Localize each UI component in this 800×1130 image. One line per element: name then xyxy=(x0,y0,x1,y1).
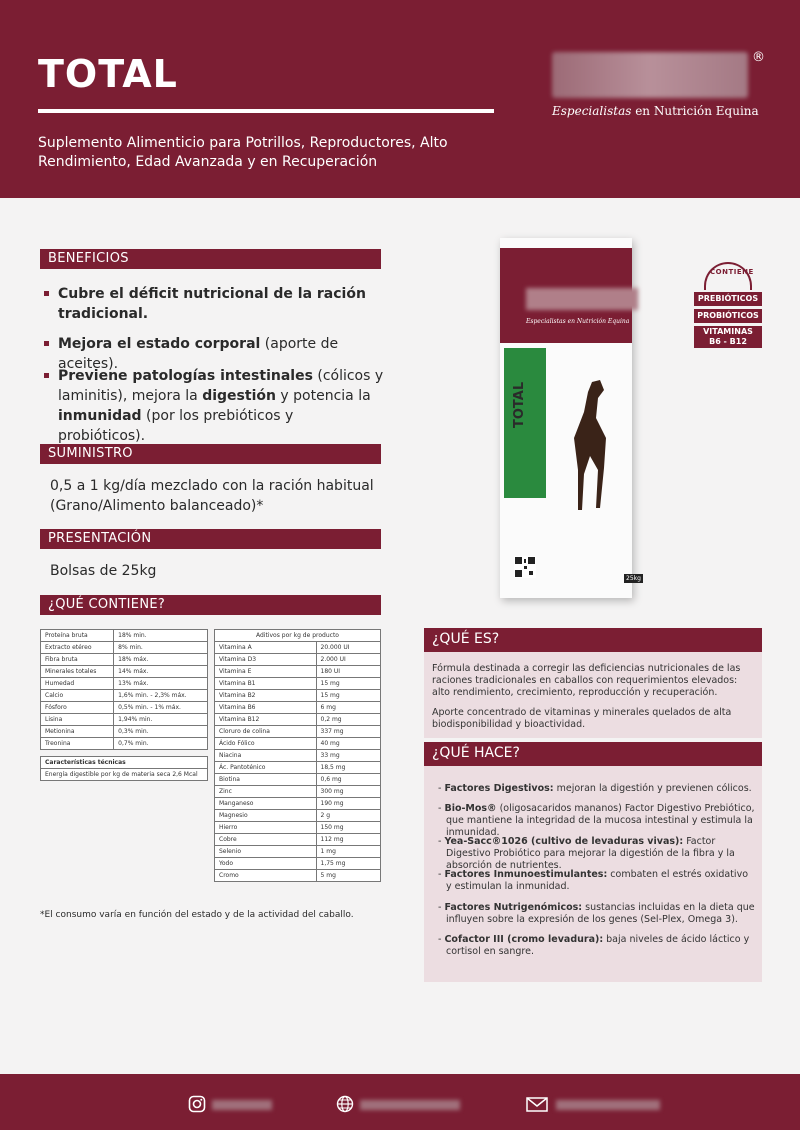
que-hace-item-bold: Factores Nutrigenómicos: xyxy=(444,902,583,913)
mail-icon[interactable] xyxy=(526,1095,548,1113)
table-cell-name: Extracto etéreo xyxy=(41,642,114,654)
que-hace-item xyxy=(438,836,756,872)
table-cell-name: Vitamina E xyxy=(215,666,317,678)
table-cell-name: Vitamina B2 xyxy=(215,690,317,702)
table-cell-value: 150 mg xyxy=(316,822,381,834)
table-row xyxy=(41,702,208,714)
footnote: *El consumo varía en función del estado y de la actividad del caballo. xyxy=(40,910,354,920)
table-cell-name: Ácido Fólico xyxy=(215,738,317,750)
beneficio-3-bold3: inmunidad xyxy=(58,408,142,424)
table-cell-name: Vitamina B1 xyxy=(215,678,317,690)
table-row xyxy=(215,786,381,798)
table-row xyxy=(215,774,381,786)
table-row xyxy=(215,630,381,642)
que-hace-item-rest: Factor Digestivo Probiótico para mejorar la digestión de la fibra y la absorción de nutrientes. xyxy=(446,836,735,871)
table-row xyxy=(215,798,381,810)
tagline-italic: Especialistas xyxy=(552,104,632,118)
table-cell-name: Biotina xyxy=(215,774,317,786)
que-hace-item-bold: Cofactor III (cromo levadura): xyxy=(444,934,604,945)
beneficio-1-bold: Cubre el déficit nutricional de la ración tradicional. xyxy=(58,286,366,322)
table-cell-name: Treonina xyxy=(41,738,114,750)
table-cell-value: 0,7% min. xyxy=(114,738,208,750)
table-row xyxy=(41,757,208,769)
horse-icon xyxy=(562,378,614,518)
table-row xyxy=(41,642,208,654)
instagram-handle-blurred xyxy=(212,1100,272,1110)
table-row xyxy=(215,702,381,714)
badge-pill-line2: B6 - B12 xyxy=(709,337,747,346)
website-blurred xyxy=(360,1100,460,1110)
table-cell-value: 0,2 mg xyxy=(316,714,381,726)
table-cell-name: Niacina xyxy=(215,750,317,762)
page-title: TOTAL xyxy=(38,52,178,96)
table-row xyxy=(215,678,381,690)
beneficio-2-rest: (aporte de aceites). xyxy=(58,336,339,372)
table-cell-value: 190 mg xyxy=(316,798,381,810)
table-row xyxy=(41,666,208,678)
que-hace-item xyxy=(438,869,756,893)
table-cell-name: Vitamina A xyxy=(215,642,317,654)
beneficios-heading: BENEFICIOS xyxy=(40,249,381,269)
beneficio-item xyxy=(44,366,384,446)
table-row xyxy=(215,834,381,846)
page-subtitle: Suplemento Alimenticio para Potrillos, Reproductores, Alto Rendimiento, Edad Avanzada y en Recuperación xyxy=(38,135,448,170)
que-hace-item-bold: Yea-Sacc®1026 (cultivo de levaduras vivas): xyxy=(444,836,684,847)
que-hace-item-bold: Bio-Mos® xyxy=(444,803,497,814)
table-row xyxy=(41,690,208,702)
table-cell-name: Magnesio xyxy=(215,810,317,822)
table-cell-value: 0,6 mg xyxy=(316,774,381,786)
table-cell-value: 337 mg xyxy=(316,726,381,738)
table-row xyxy=(41,769,208,781)
additives-table xyxy=(214,629,381,882)
table-row xyxy=(215,762,381,774)
item-dash: - xyxy=(438,869,445,880)
table-cell-value: 8% min. xyxy=(114,642,208,654)
table-cell-value: 18,5 mg xyxy=(316,762,381,774)
title-rule xyxy=(38,109,494,113)
table-cell-name: Manganeso xyxy=(215,798,317,810)
table-row xyxy=(215,654,381,666)
table-row xyxy=(215,810,381,822)
table-row xyxy=(41,738,208,750)
beneficio-3-rest3: (por los prebióticos y probióticos). xyxy=(58,408,294,444)
table-row xyxy=(215,822,381,834)
table-row xyxy=(41,654,208,666)
beneficio-3-rest: (cólicos y laminitis), mejora la xyxy=(58,368,384,404)
que-hace-item-rest: sustancias incluidas en la dieta que influyen sobre la expresión de los genes (Sel-Plex, Omega 3). xyxy=(446,902,755,925)
table-cell-name: Vitamina D3 xyxy=(215,654,317,666)
table-row xyxy=(215,714,381,726)
table-row xyxy=(215,846,381,858)
beneficio-3-bold: Previene patologías intestinales xyxy=(58,368,313,384)
bag-logo-blurred xyxy=(526,288,638,310)
badge-pill-line1: VITAMINAS xyxy=(703,327,753,336)
table-row xyxy=(215,690,381,702)
presentacion-text: Bolsas de 25kg xyxy=(50,563,157,579)
item-dash: - xyxy=(438,934,445,945)
badge-ring xyxy=(704,262,752,290)
badge-pill-vitamins xyxy=(694,326,762,348)
table-cell-value: 14% máx. xyxy=(114,666,208,678)
table-cell-value: 1 mg xyxy=(316,846,381,858)
tagline-rest: en Nutrición Equina xyxy=(631,104,759,118)
table-row xyxy=(215,726,381,738)
table-row xyxy=(41,714,208,726)
table-cell-value: 5 mg xyxy=(316,870,381,882)
table-cell-name: Fósforo xyxy=(41,702,114,714)
nutrients-table xyxy=(40,629,208,750)
que-es-p2: Aporte concentrado de vitaminas y minerales quelados de alta biodisponibilidad y bioactividad. xyxy=(432,707,732,730)
table-cell-value: 40 mg xyxy=(316,738,381,750)
table-cell-value: 0,3% min. xyxy=(114,726,208,738)
table-cell-value: 1,94% min. xyxy=(114,714,208,726)
que-hace-item-rest: (oligosacaridos mananos) Factor Digestivo Prebiótico, que mantiene la integridad de la mucosa intestinal y estimula la inmunidad. xyxy=(446,803,755,838)
globe-icon[interactable] xyxy=(336,1095,354,1113)
table-cell-name: Selenio xyxy=(215,846,317,858)
tech-heading: Características técnicas xyxy=(41,757,208,769)
badge-pill: PREBIÓTICOS xyxy=(694,292,762,306)
badge-pill: PROBIÓTICOS xyxy=(694,309,762,323)
table-row xyxy=(215,750,381,762)
table-row xyxy=(215,738,381,750)
beneficio-3-rest2: y potencia la xyxy=(275,388,371,404)
beneficio-3-bold2: digestión xyxy=(202,388,276,404)
email-blurred xyxy=(556,1100,660,1110)
que-hace-item-rest: combaten el estrés oxidativo y estimulan la inmunidad. xyxy=(446,869,749,892)
que-hace-heading: ¿QUÉ HACE? xyxy=(424,742,762,766)
table-cell-name: Vitamina B12 xyxy=(215,714,317,726)
table-cell-name: Yodo xyxy=(215,858,317,870)
bag-vertical-title: TOTAL xyxy=(512,381,527,428)
table-cell-value: 0,5% min. - 1% máx. xyxy=(114,702,208,714)
header xyxy=(0,0,800,198)
table-cell-name: Proteína bruta xyxy=(41,630,114,642)
table-cell-name: Minerales totales xyxy=(41,666,114,678)
table-cell-value: 1,75 mg xyxy=(316,858,381,870)
product-bag-image xyxy=(500,238,641,598)
badge-ring-label: CONTIENE xyxy=(710,268,754,276)
table-row xyxy=(41,726,208,738)
table-cell-value: 15 mg xyxy=(316,678,381,690)
table-cell-name: Cobre xyxy=(215,834,317,846)
que-hace-item xyxy=(438,783,756,795)
bag-weight: 25kg xyxy=(626,575,641,582)
tech-table xyxy=(40,756,208,781)
table-cell-value: 180 UI xyxy=(316,666,381,678)
brand-logo-blurred xyxy=(552,52,748,98)
tech-text: Energía digestible por kg de materia seca 2,6 Mcal xyxy=(41,769,208,781)
beneficio-2-bold: Mejora el estado corporal xyxy=(58,336,261,352)
table-cell-value: 20.000 UI xyxy=(316,642,381,654)
que-hace-item-bold: Factores Inmunoestimulantes: xyxy=(444,869,608,880)
table-cell-value: 2 g xyxy=(316,810,381,822)
que-es-heading: ¿QUÉ ES? xyxy=(424,628,762,652)
table-cell-name: Calcio xyxy=(41,690,114,702)
table-cell-name: Cloruro de colina xyxy=(215,726,317,738)
table-cell-name: Lisina xyxy=(41,714,114,726)
que-hace-item-rest: mejoran la digestión y previenen cólicos. xyxy=(553,783,752,794)
que-hace-item xyxy=(438,902,756,926)
suministro-heading: SUMINISTRO xyxy=(40,444,381,464)
table-cell-value: 13% máx. xyxy=(114,678,208,690)
table-row xyxy=(215,642,381,654)
bag-tagline: Especialistas en Nutrición Equina xyxy=(526,318,630,325)
item-dash: - xyxy=(438,783,445,794)
item-dash: - xyxy=(438,836,445,847)
table-cell-value: 18% máx. xyxy=(114,654,208,666)
table-row xyxy=(41,678,208,690)
table-row xyxy=(215,870,381,882)
table-cell-name: Fibra bruta xyxy=(41,654,114,666)
item-dash: - xyxy=(438,902,445,913)
table-cell-value: 18% min. xyxy=(114,630,208,642)
table-cell-name: Cromo xyxy=(215,870,317,882)
table-cell-name: Vitamina B6 xyxy=(215,702,317,714)
table-cell-name: Humedad xyxy=(41,678,114,690)
table-cell-value: 1,6% min. - 2,3% máx. xyxy=(114,690,208,702)
table-cell-value: 33 mg xyxy=(316,750,381,762)
table-cell-value: 300 mg xyxy=(316,786,381,798)
table-cell-value: 15 mg xyxy=(316,690,381,702)
table-cell-value: 112 mg xyxy=(316,834,381,846)
table-row xyxy=(215,858,381,870)
item-dash: - xyxy=(438,803,445,814)
beneficio-item xyxy=(44,284,384,324)
table-cell-name: Metionina xyxy=(41,726,114,738)
table-cell-value: 6 mg xyxy=(316,702,381,714)
contiene-heading: ¿QUÉ CONTIENE? xyxy=(40,595,381,615)
qr-code-icon xyxy=(514,556,536,578)
additives-heading: Aditivos por kg de producto xyxy=(215,630,381,642)
que-hace-item-rest: baja niveles de ácido láctico y cortisol en sangre. xyxy=(446,934,750,957)
presentacion-heading: PRESENTACIÓN xyxy=(40,529,381,549)
table-cell-name: Hierro xyxy=(215,822,317,834)
que-hace-item xyxy=(438,803,756,839)
table-row xyxy=(215,666,381,678)
table-cell-name: Zinc xyxy=(215,786,317,798)
que-es-p1: Fórmula destinada a corregir las deficiencias nutricionales de las raciones tradicionales en caballos con requerimientos elevados: alto rendimiento, crecimiento, reproducción y recuperación. xyxy=(432,663,741,698)
table-row xyxy=(41,630,208,642)
que-hace-item-bold: Factores Digestivos: xyxy=(444,783,554,794)
suministro-text: 0,5 a 1 kg/día mezclado con la ración habitual (Grano/Alimento balanceado)* xyxy=(50,478,374,514)
instagram-icon[interactable] xyxy=(188,1095,206,1113)
table-cell-name: Ác. Pantoténico xyxy=(215,762,317,774)
registered-mark: ® xyxy=(752,50,765,65)
brand-tagline xyxy=(552,104,759,118)
que-hace-item xyxy=(438,934,756,958)
table-cell-value: 2.000 UI xyxy=(316,654,381,666)
